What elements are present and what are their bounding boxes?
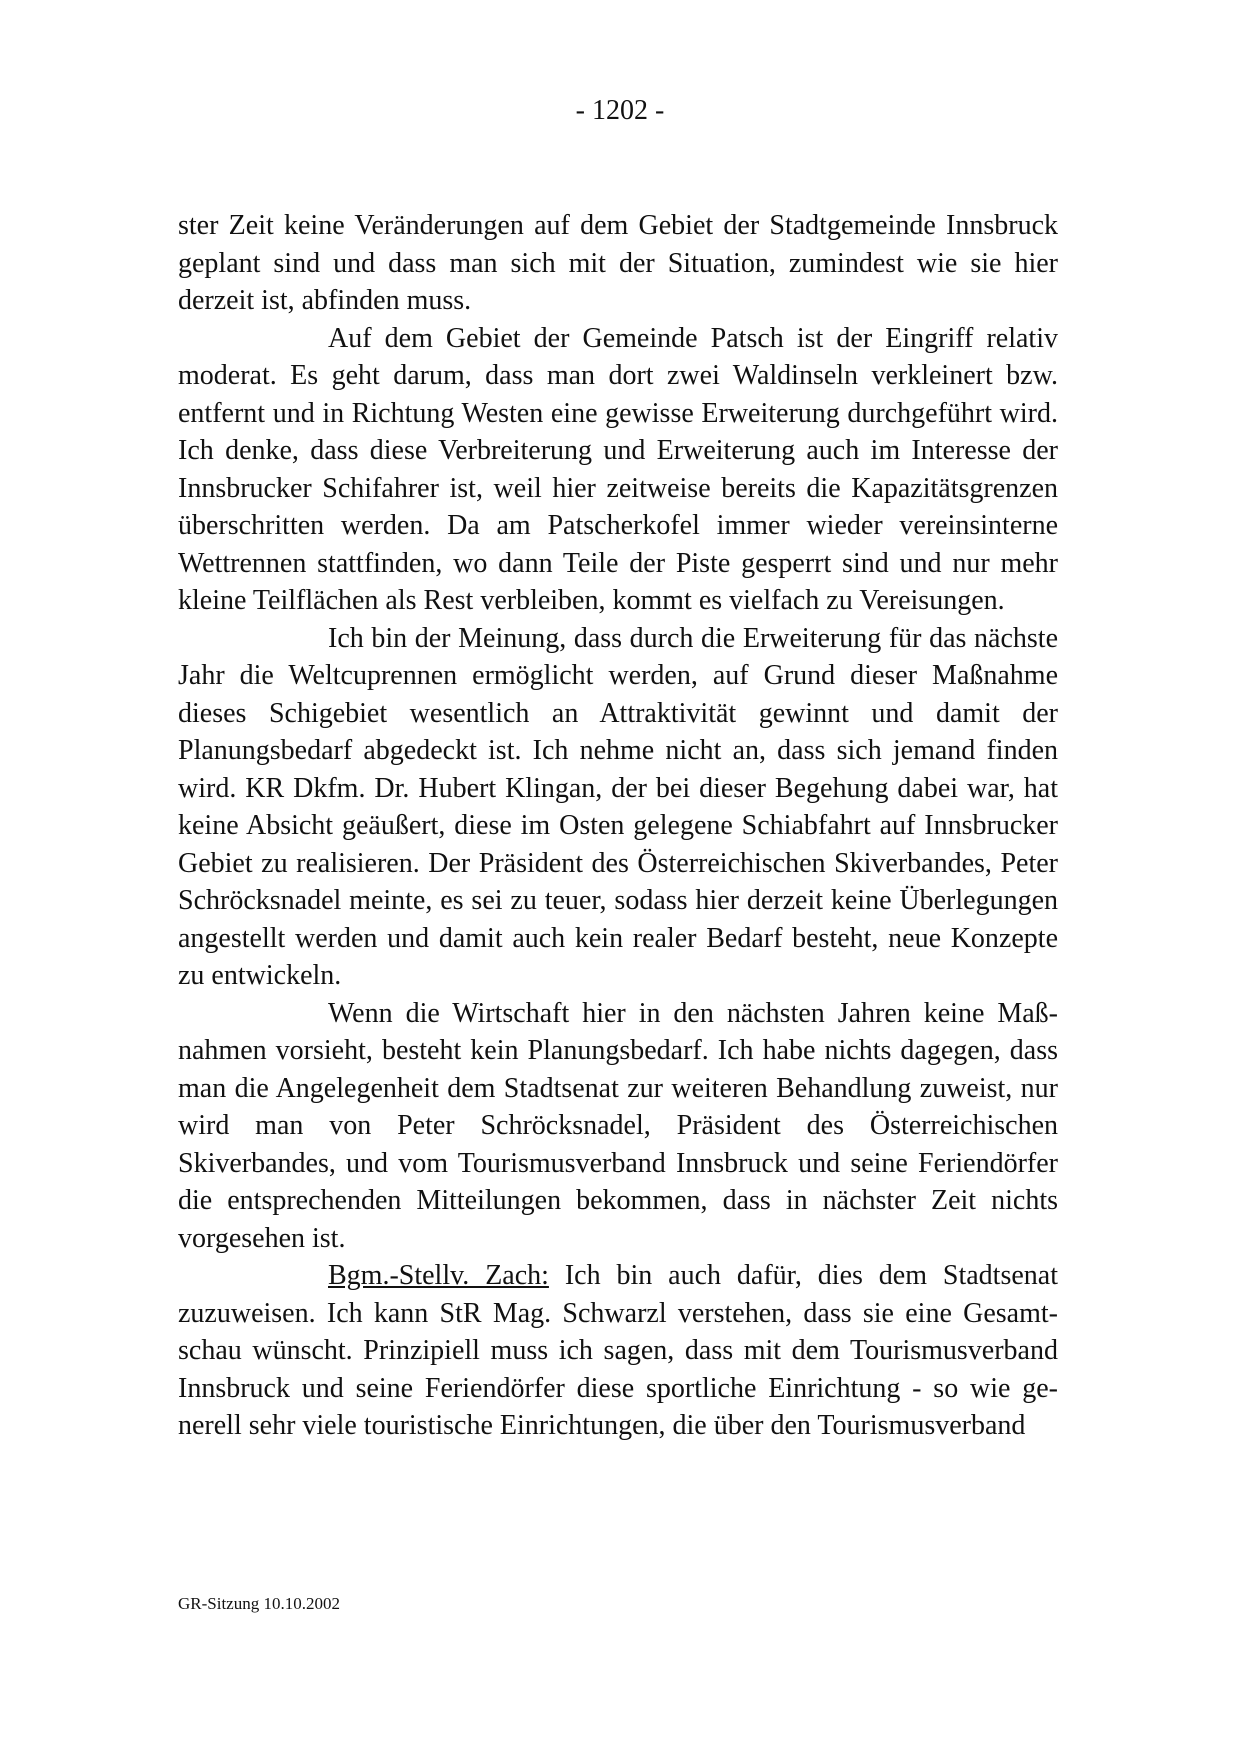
paragraph-weltcup: Ich bin der Meinung, dass durch die Erweiterung für das nächste Jahr die Weltcuprennen ermöglicht werden, auf Grund dieser Maßnahme dieses Schigebiet wesentlich an Attraktivität gewinnt und damit der Planungsbedarf abgedeckt ist. Ich nehme nicht an, dass sich jemand finden wird. KR Dkfm. Dr. Hubert Klingan, der bei dieser Begehung dabei war, hat keine Absicht geäußert, diese im Osten gelegene Schiabfahrt auf Innsbrucker Gebiet zu realisieren. Der Präsident des Österreichischen Skiverbandes, Peter Schröcksnadel meinte, es sei zu teuer, sodass hier derzeit keine Überlegungen angestellt werden und damit auch kein realer Bedarf besteht, neue Konzepte zu entwickeln. [178,622,1058,991]
speaker-statement: Ich bin auch dafür, dies dem Stadtsenat zuzuweisen. Ich kann StR Mag. Schwarzl verstehen, dass sie eine Gesamtschau wünscht. Prinzipiell muss ich sagen, dass mit dem Tourismusverband Innsbruck und seine Feriendörfer diese sportliche Einrichtung - so wie generell sehr viele touristische Einrichtungen, die über den Tourismusverband [178,1260,1058,1441]
paragraph-zach [178,1257,1058,1445]
speaker-name: Bgm.-Stellv. Zach: [328,1260,549,1291]
paragraph-patsch: Auf dem Gebiet der Gemeinde Patsch ist der Eingriff relativ moderat. Es geht darum, dass man dort zwei Waldinseln verkleinert bzw. entfernt und in Richtung Westen eine gewisse Erweiterung durchgeführt wird. Ich denke, dass diese Verbreiterung und Erweiterung auch im Interesse der Innsbrucker Schifahrer ist, weil hier zeitweise bereits die Kapazitätsgrenzen überschritten werden. Da am Patscherkofel immer wieder vereinsinterne Wettrennen stattfinden, wo dann Teile der Piste gesperrt sind und nur mehr kleine Teilflächen als Rest verbleiben, kommt es vielfach zu Vereisungen. [178,322,1058,616]
document-body [178,207,1058,1445]
paragraph-wirtschaft: Wenn die Wirtschaft hier in den nächsten Jahren keine Maßnahmen vorsieht, besteht kein Planungsbedarf. Ich habe nichts dagegen, dass man die Angelegenheit dem Stadtsenat zur weiteren Behandlung zuweist, nur wird man von Peter Schröcksnadel, Präsident des Österreichischen Skiverbandes, und vom Tourismusverband Innsbruck und seine Feriendörfer die entsprechenden Mitteilungen bekommen, dass in nächster Zeit nichts vorgesehen ist. [178,997,1058,1254]
page-number: - 1202 - [575,95,665,126]
paragraph-continuation: ster Zeit keine Veränderungen auf dem Gebiet der Stadtgemeinde Innsbruck geplant sind und dass man sich mit der Situation, zumindest wie sie hier derzeit ist, abfinden muss. [178,210,1058,316]
footer-session-date: GR-Sitzung 10.10.2002 [178,1594,340,1613]
